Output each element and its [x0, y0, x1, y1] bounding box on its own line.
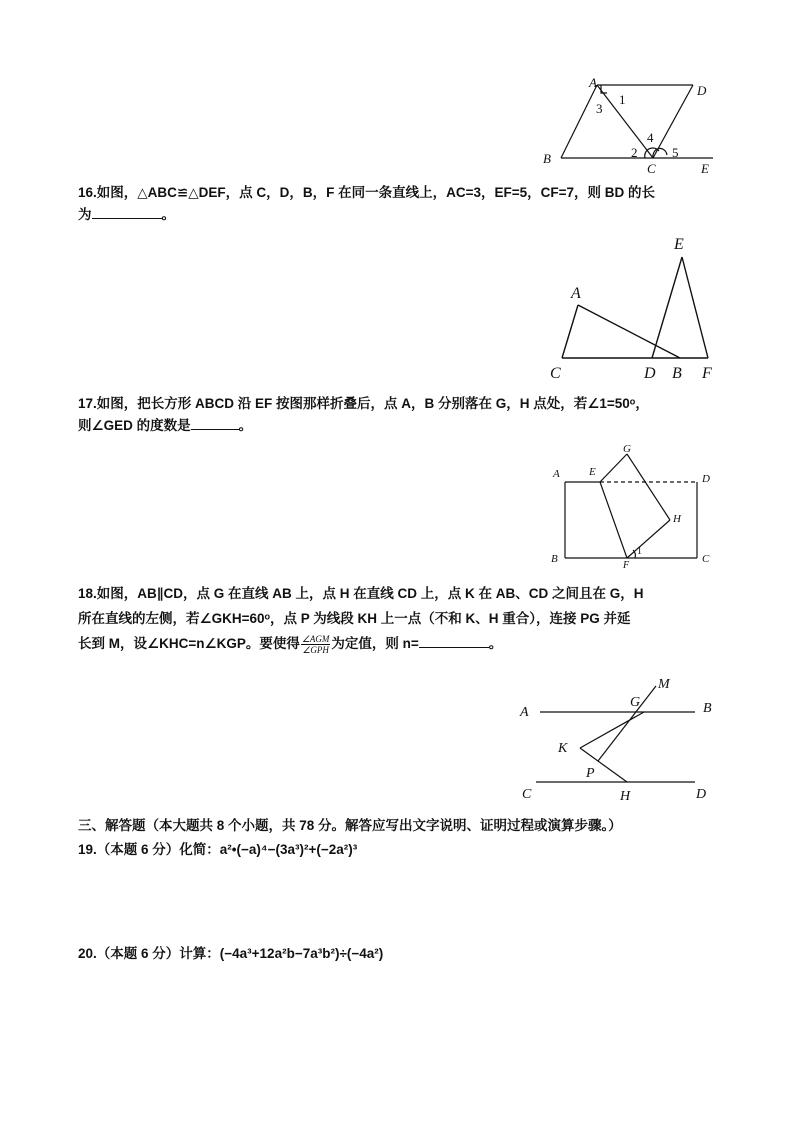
q18-line1: 18.如图，AB∥CD，点 G 在直线 AB 上，点 H 在直线 CD 上，点 K 在 AB、CD 之间且在 G，H [78, 586, 644, 601]
fig15-angle-2: 2 [631, 145, 638, 160]
figure-folded-rectangle [545, 440, 725, 568]
figure-parallel-lines-angles [535, 75, 735, 175]
q18-frac-numerator: ∠AGM [301, 633, 330, 644]
fig17-label-E: E [589, 466, 596, 478]
fig17-label-D: D [702, 473, 710, 485]
fig16-label-B: B [672, 365, 682, 382]
question-19: 19.（本题 6 分）化简：a²•(−a)⁴−(3a³)²+(−2a²)³ [78, 842, 358, 857]
fig18-label-D: D [696, 787, 707, 802]
q16-line2-suffix: 。 [161, 207, 175, 222]
q17-line1: 17.如图，把长方形 ABCD 沿 EF 按图那样折叠后，点 A，B 分别落在 G，H 点处，若∠1=50ᵒ， [78, 396, 649, 411]
fig17-label-B: B [551, 553, 558, 565]
q18-fraction [301, 634, 331, 655]
q18-line3-mid: 为定值，则 n= [331, 636, 419, 651]
fig18-label-G: G [630, 695, 641, 710]
q16-answer-blank[interactable] [92, 204, 162, 219]
q18-answer-blank[interactable] [419, 633, 489, 648]
fig15-label-E: E [701, 161, 709, 175]
fig18-label-C: C [522, 787, 532, 802]
q18-line3-suffix: 。 [488, 636, 503, 651]
figure-congruent-triangles [540, 232, 730, 382]
fig15-angle-5: 5 [672, 145, 679, 160]
question-17 [78, 393, 728, 437]
fig15-angle-3: 3 [596, 101, 603, 116]
question-20: 20.（本题 6 分）计算：(−4a³+12a²b−7a³b²)÷(−4a²) [78, 946, 384, 961]
fig17-label-F: F [623, 560, 630, 568]
fig17-label-C: C [702, 553, 710, 565]
fig15-angle-1: 1 [619, 92, 626, 107]
fig16-label-E: E [674, 236, 684, 253]
fig17-label-H: H [673, 513, 681, 525]
fig15-label-B: B [543, 151, 551, 166]
q18-line2: 所在直线的左侧，若∠GKH=60ᵒ，点 P 为线段 KH 上一点（不和 K、H 重合），连接 PG 并延 [78, 611, 631, 626]
fig15-label-C: C [647, 161, 656, 175]
q17-answer-blank[interactable] [191, 415, 239, 430]
fig18-label-B: B [703, 701, 712, 716]
fig18-label-P: P [586, 766, 595, 781]
question-18 [78, 581, 728, 656]
fig16-label-A: A [571, 285, 581, 302]
q18-line3-prefix: 长到 M，设∠KHC=n∠KGP。要使得 [78, 636, 300, 651]
q17-line2-suffix: 。 [238, 418, 253, 433]
q16-line2-prefix: 为 [78, 207, 92, 222]
section-3-heading: 三、解答题（本大题共 8 个小题，共 78 分。解答应写出文字说明、证明过程或演算步骤。） [78, 818, 622, 833]
fig15-label-A: A [589, 75, 597, 90]
q17-line2-prefix: 则∠GED 的度数是 [78, 418, 191, 433]
fig18-label-K: K [558, 741, 568, 756]
fig18-label-H: H [620, 789, 631, 804]
fig16-label-F: F [702, 365, 712, 382]
fig18-label-A: A [520, 705, 529, 720]
fig16-label-C: C [550, 365, 561, 382]
fig15-label-D: D [697, 83, 707, 98]
fig16-label-D: D [644, 365, 656, 382]
fig17-label-A: A [553, 468, 560, 480]
figure-parallel-lines-kgh [510, 672, 725, 807]
fig17-label-G: G [623, 443, 631, 455]
q16-line1: 16.如图，△ABC≌△DEF，点 C，D，B，F 在同一条直线上，AC=3，EF=5，CF=7，则 BD 的长 [78, 185, 656, 200]
question-16 [78, 182, 728, 226]
fig17-angle-1: 1 [637, 546, 642, 557]
fig18-label-M: M [658, 677, 670, 692]
q18-frac-denominator: ∠GPH [302, 644, 329, 655]
fig15-angle-4: 4 [647, 130, 654, 145]
